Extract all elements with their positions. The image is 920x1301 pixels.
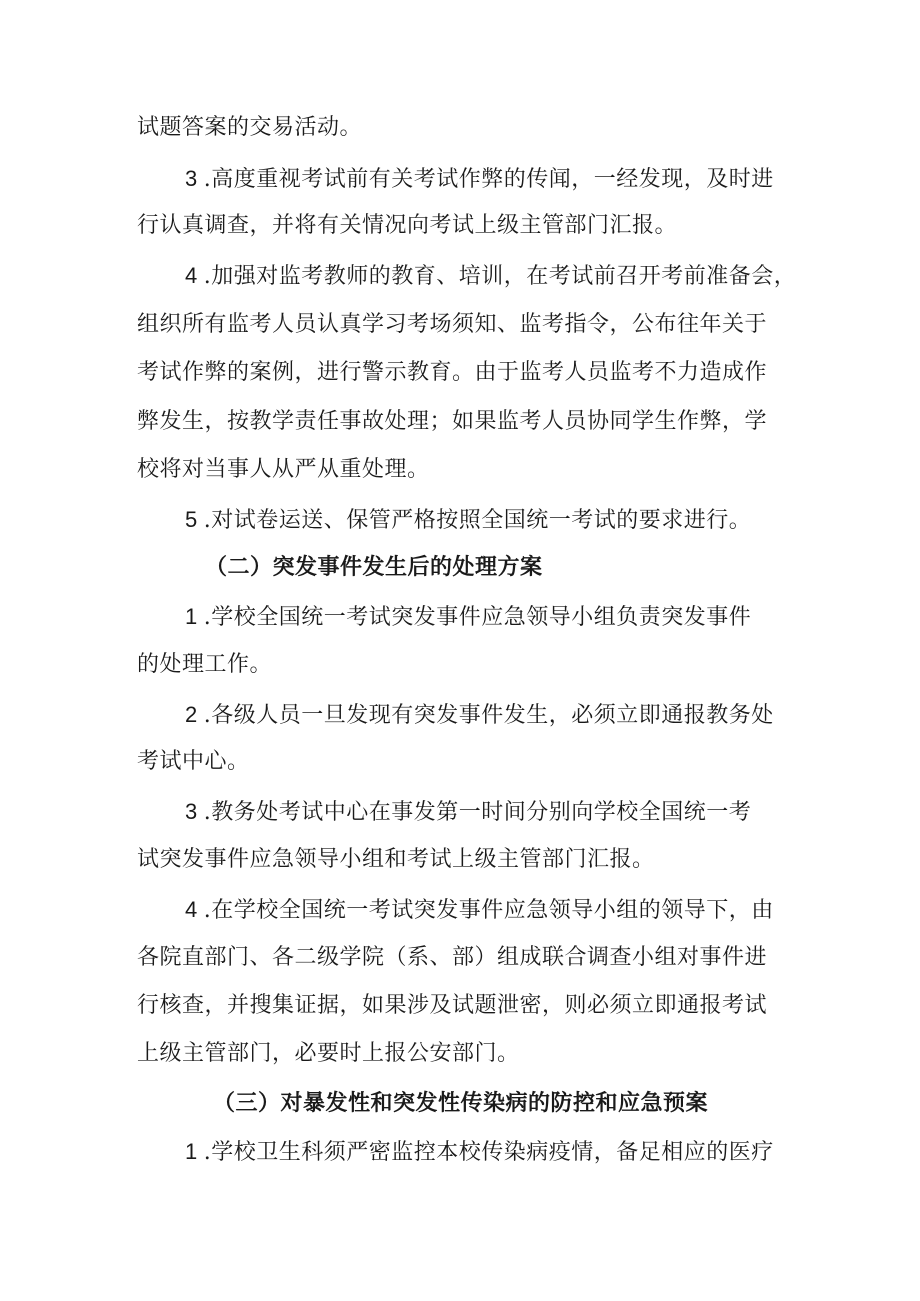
text-line [137,845,655,875]
section-heading-3 [213,1089,708,1119]
line-text: 弊发生，按教学责任事故处理；如果监考人员协同学生作弊，学 [137,409,768,434]
text-line [137,650,272,680]
line-text: .对试卷运送、保管严格按照全国统一考试的要求进行。 [203,508,752,533]
line-text: .教务处考试中心在事发第一时间分别向学校全国统一考 [203,800,752,825]
list-item-2 [185,700,774,731]
list-item-1 [185,1137,774,1168]
item-number: 4 [185,897,198,922]
item-number: 2 [185,702,198,727]
text-line [137,358,767,388]
list-item-4 [185,895,774,926]
line-text: 考试中心。 [137,749,250,774]
text-line [137,310,767,340]
line-text: 的处理工作。 [137,652,273,677]
list-item-3 [185,797,751,828]
line-text: .学校全国统一考试突发事件应急领导小组负责突发事件 [203,605,752,630]
line-text: .学校卫生科须严密监控本校传染病疫情，备足相应的医疗 [203,1140,774,1165]
item-number: 1 [185,1139,198,1164]
item-number: 5 [185,507,198,532]
line-text: 上级主管部门，必要时上报公安部门。 [137,1041,520,1066]
text-line [137,991,767,1021]
list-item-4 [185,261,796,292]
text-line [137,407,767,437]
heading-text: （二）突发事件发生后的处理方案 [205,555,543,580]
list-item-5 [185,505,751,536]
line-text: .各级人员一旦发现有突发事件发生，必须立即通报教务处 [203,703,774,728]
text-line [137,455,430,485]
line-text: 试题答案的交易活动。 [137,115,363,140]
text-line [137,1039,520,1069]
line-text: 试突发事件应急领导小组和考试上级主管部门汇报。 [137,847,655,872]
line-text: 行核查，并搜集证据，如果涉及试题泄密，则必须立即通报考试 [137,993,768,1018]
item-number: 4 [185,263,198,288]
line-text: 行认真调查，并将有关情况向考试上级主管部门汇报。 [137,213,678,238]
text-line [137,943,767,973]
line-text: 各院直部门、各二级学院（系、部）组成联合调查小组对事件进 [137,945,768,970]
line-text: 组织所有监考人员认真学习考场须知、监考指令，公布往年关于 [137,312,768,337]
section-heading-2 [205,553,543,583]
item-number: 3 [185,166,198,191]
text-line [137,113,362,143]
line-text: .高度重视考试前有关考试作弊的传闻，一经发现，及时进 [203,167,774,192]
text-line [137,747,250,777]
text-line [137,211,677,241]
line-text: .加强对监考教师的教育、培训，在考试前召开考前准备会， [203,264,797,289]
item-number: 1 [185,604,198,629]
heading-text: （三）对暴发性和突发性传染病的防控和应急预案 [213,1091,709,1116]
item-number: 3 [185,799,198,824]
list-item-1 [185,602,751,633]
line-text: .在学校全国统一考试突发事件应急领导小组的领导下，由 [203,898,774,923]
list-item-3 [185,164,774,195]
line-text: 校将对当事人从严从重处理。 [137,457,430,482]
line-text: 考试作弊的案例，进行警示教育。由于监考人员监考不力造成作 [137,360,768,385]
